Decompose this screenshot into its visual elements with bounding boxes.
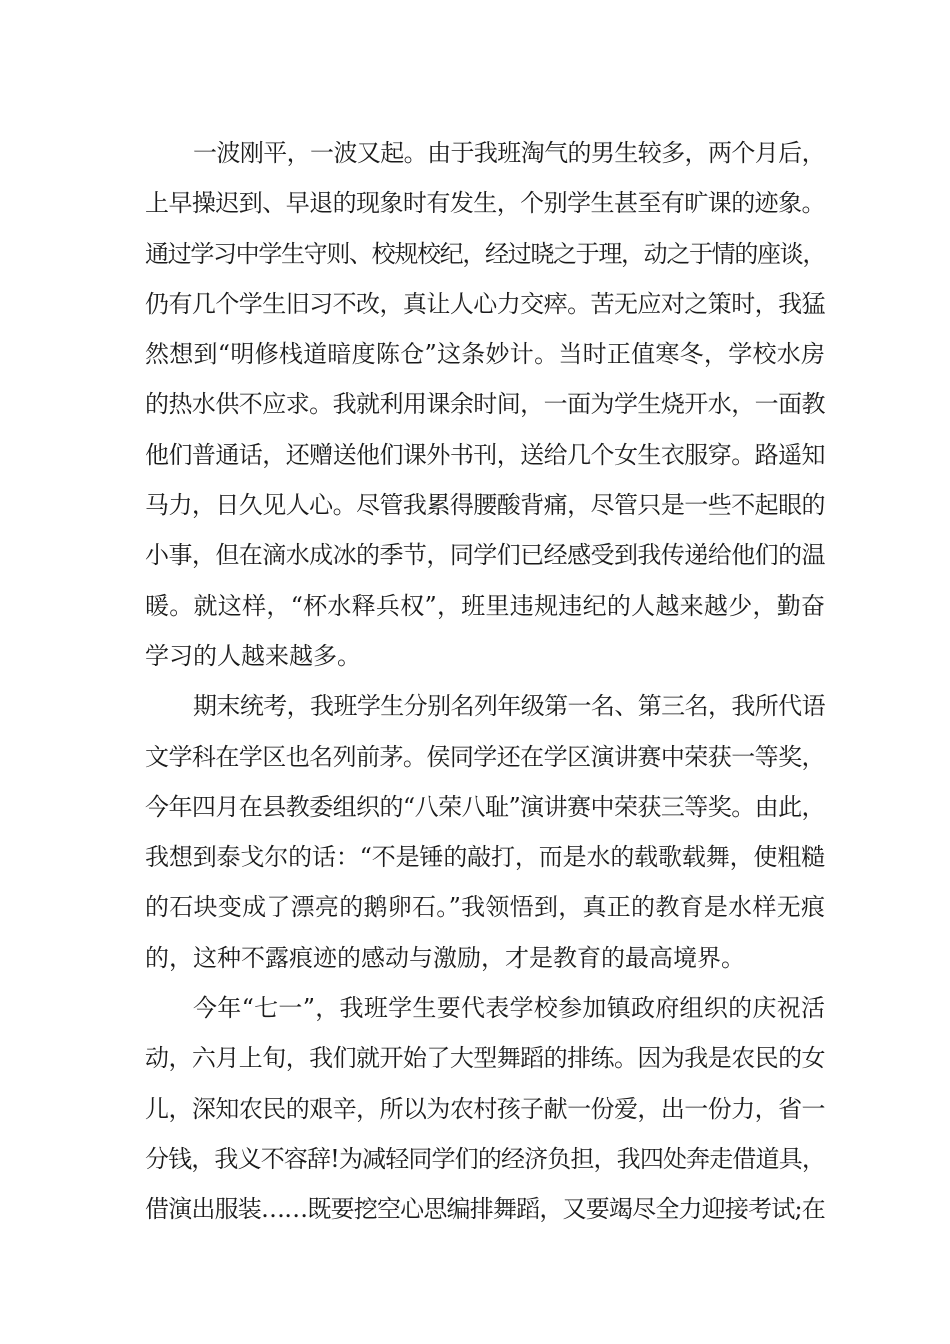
text-line: 今年四月在县教委组织的“八荣八耻”演讲赛中荣获三等奖。由此， — [145, 792, 825, 821]
text-line: 小事，但在滴水成冰的季节，同学们已经感受到我传递给他们的温 — [145, 541, 825, 570]
text-line: 期末统考，我班学生分别名列年级第一名、第三名，我所代语 — [193, 692, 825, 721]
text-line: 学习的人越来越多。 — [145, 641, 361, 670]
text-line: 的，这种不露痕迹的感动与激励，才是教育的最高境界。 — [145, 943, 745, 972]
text-line: 仍有几个学生旧习不改，真让人心力交瘁。苦无应对之策时，我猛 — [145, 289, 825, 318]
text-line: 分钱，我义不容辞!为减轻同学们的经济负担，我四处奔走借道具， — [145, 1144, 825, 1173]
text-line: 今年“七一”，我班学生要代表学校参加镇政府组织的庆祝活 — [193, 994, 825, 1023]
text-line: 上早操迟到、早退的现象时有发生，个别学生甚至有旷课的迹象。 — [145, 189, 825, 218]
text-line: 动，六月上旬，我们就开始了大型舞蹈的排练。因为我是农民的女 — [145, 1044, 825, 1073]
text-line: 一波刚平，一波又起。由于我班淘气的男生较多，两个月后， — [193, 139, 825, 167]
text-line: 通过学习中学生守则、校规校纪，经过晓之于理，动之于情的座谈， — [145, 239, 825, 268]
text-line: 马力，日久见人心。尽管我累得腰酸背痛，尽管只是一些不起眼的 — [145, 491, 825, 520]
text-line: 我想到泰戈尔的话：“不是锤的敲打，而是水的载歌载舞，使粗糙 — [145, 843, 825, 872]
text-line: 他们普通话，还赠送他们课外书刊，送给几个女生衣服穿。路遥知 — [145, 440, 825, 469]
text-line: 然想到“明修栈道暗度陈仓”这条妙计。当时正值寒冬，学校水房 — [145, 340, 825, 369]
text-line: 借演出服装……既要挖空心思编排舞蹈，又要竭尽全力迎接考试;在 — [145, 1195, 825, 1224]
document-body — [145, 128, 825, 1235]
text-line: 儿，深知农民的艰辛，所以为农村孩子献一份爱，出一份力，省一 — [145, 1094, 825, 1123]
text-line: 文学科在学区也名列前茅。侯同学还在学区演讲赛中荣获一等奖， — [145, 742, 825, 771]
text-line: 的石块变成了漂亮的鹅卵石。”我领悟到，真正的教育是水样无痕 — [145, 893, 825, 922]
text-line: 的热水供不应求。我就利用课余时间，一面为学生烧开水，一面教 — [145, 390, 825, 419]
text-line: 暖。就这样，“杯水释兵权”，班里违规违纪的人越来越少，勤奋 — [145, 591, 825, 620]
